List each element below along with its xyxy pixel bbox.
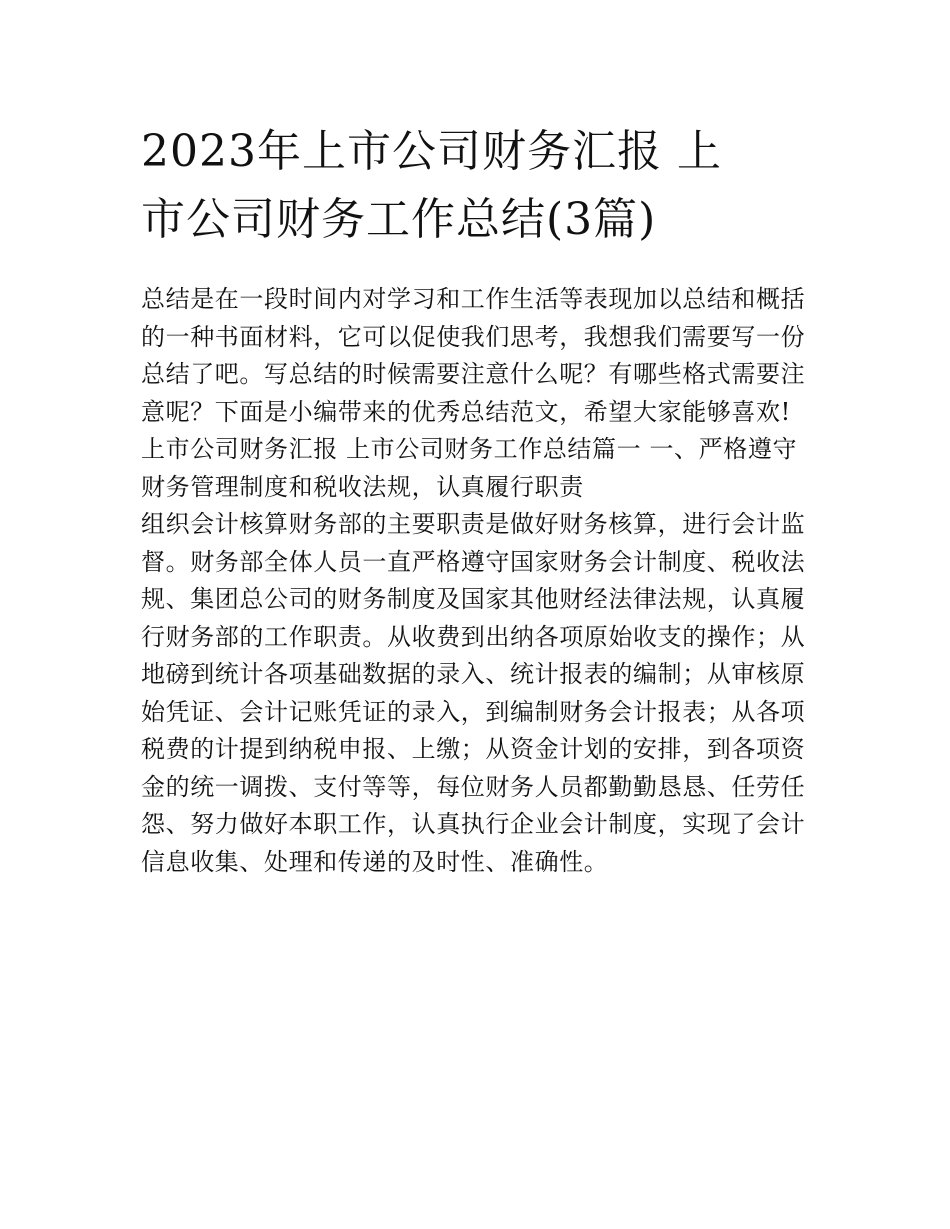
body-line: 组织会计核算财务部的主要职责是做好财务核算，进行会计监	[141, 510, 806, 538]
document-body	[141, 281, 821, 881]
body-line: 信息收集、处理和传递的及时性、准确性。	[141, 847, 609, 876]
body-line: 行财务部的工作职责。从收费到出纳各项原始收支的操作；从	[141, 622, 806, 651]
body-line: 税费的计提到纳税申报、上缴；从资金计划的安排，到各项资	[141, 735, 806, 763]
intro-line: 总结了吧。写总结的时候需要注意什么呢？有哪些格式需要注	[141, 360, 806, 388]
body-line: 怨、努力做好本职工作，认真执行企业会计制度，实现了会计	[141, 810, 806, 838]
intro-line: 意呢？下面是小编带来的优秀总结范文，希望大家能够喜欢!	[141, 397, 791, 426]
body-line: 规、集团总公司的财务制度及国家其他财经法律法规，认真履	[141, 585, 806, 613]
intro-paragraph	[141, 281, 821, 431]
body-paragraph	[141, 506, 821, 881]
title-line-1: 2023年上市公司财务汇报 上	[141, 126, 722, 177]
body-line: 地磅到统计各项基础数据的录入、统计报表的编制；从审核原	[141, 660, 806, 688]
intro-line: 的一种书面材料，它可以促使我们思考，我想我们需要写一份	[141, 322, 806, 351]
section-heading-line: 上市公司财务汇报 上市公司财务工作总结篇一 一、严格遵守	[141, 435, 798, 463]
body-line: 始凭证、会计记账凭证的录入，到编制财务会计报表；从各项	[141, 697, 806, 726]
document-title	[141, 118, 821, 254]
title-line-2: 市公司财务工作总结(3篇)	[141, 194, 657, 245]
section-heading	[141, 431, 821, 506]
section-heading-line: 财务管理制度和税收法规，认真履行职责	[141, 472, 584, 501]
body-line: 金的统一调拨、支付等等，每位财务人员都勤勤恳恳、任劳任	[141, 772, 806, 801]
intro-line: 总结是在一段时间内对学习和工作生活等表现加以总结和概括	[141, 285, 806, 313]
body-line: 督。财务部全体人员一直严格遵守国家财务会计制度、税收法	[141, 547, 806, 576]
